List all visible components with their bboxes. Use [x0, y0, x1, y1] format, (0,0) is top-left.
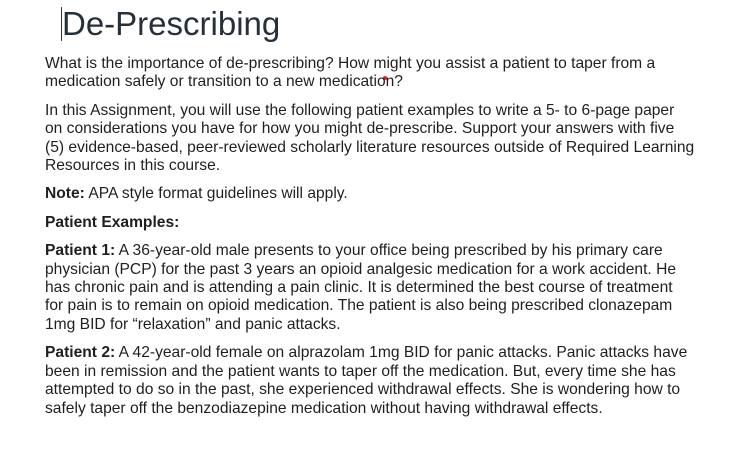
note-text: APA style format guidelines will apply.: [84, 185, 348, 203]
patient-2-text: A 42-year-old female on alprazolam 1mg BID for panic attacks. Panic attacks have been in remission and the patient wants to taper off the medication. But, every time she has attempted to do so in the past, she experienced withdrawal effects. She is wondering how to safely taper off the benzodiazepine medication without having withdrawal effects.: [45, 344, 688, 417]
patient-1-text: A 36-year-old male presents to your office being prescribed by his primary care physician (PCP) for the past 3 years an opioid analgesic medication for a work accident. He has chronic pain and is attending a pain clinic. It is determined the best course of treatment for pain is to remain on opioid medication. The patient is also being prescribed clonazepam 1mg BID for “relaxation” and panic attacks.: [45, 242, 676, 333]
assignment-paragraph[interactable]: In this Assignment, you will use the following patient examples to write a 5- to 6-page paper on considerations you have for how you might de-prescribe. Support your answers with five (5) evidence-based, peer-reviewed scholarly literature resources outside of Required Learning Resources in this course.: [45, 101, 695, 175]
document-body[interactable]: [45, 55, 695, 428]
note-label: Note:: [45, 185, 85, 203]
patient-2-paragraph[interactable]: [45, 344, 695, 418]
intro-paragraph[interactable]: What is the importance of de-prescribing? How might you assist a patient to taper from a medication safely or transition to a new medication?: [45, 55, 656, 91]
patient-1-label: Patient 1:: [45, 242, 116, 260]
patient-1-paragraph[interactable]: [45, 242, 695, 334]
patient-2-label: Patient 2:: [45, 344, 116, 362]
document-title[interactable]: De-Prescribing: [62, 5, 281, 42]
note-paragraph[interactable]: [45, 185, 695, 203]
patient-examples-heading[interactable]: Patient Examples:: [45, 213, 180, 231]
